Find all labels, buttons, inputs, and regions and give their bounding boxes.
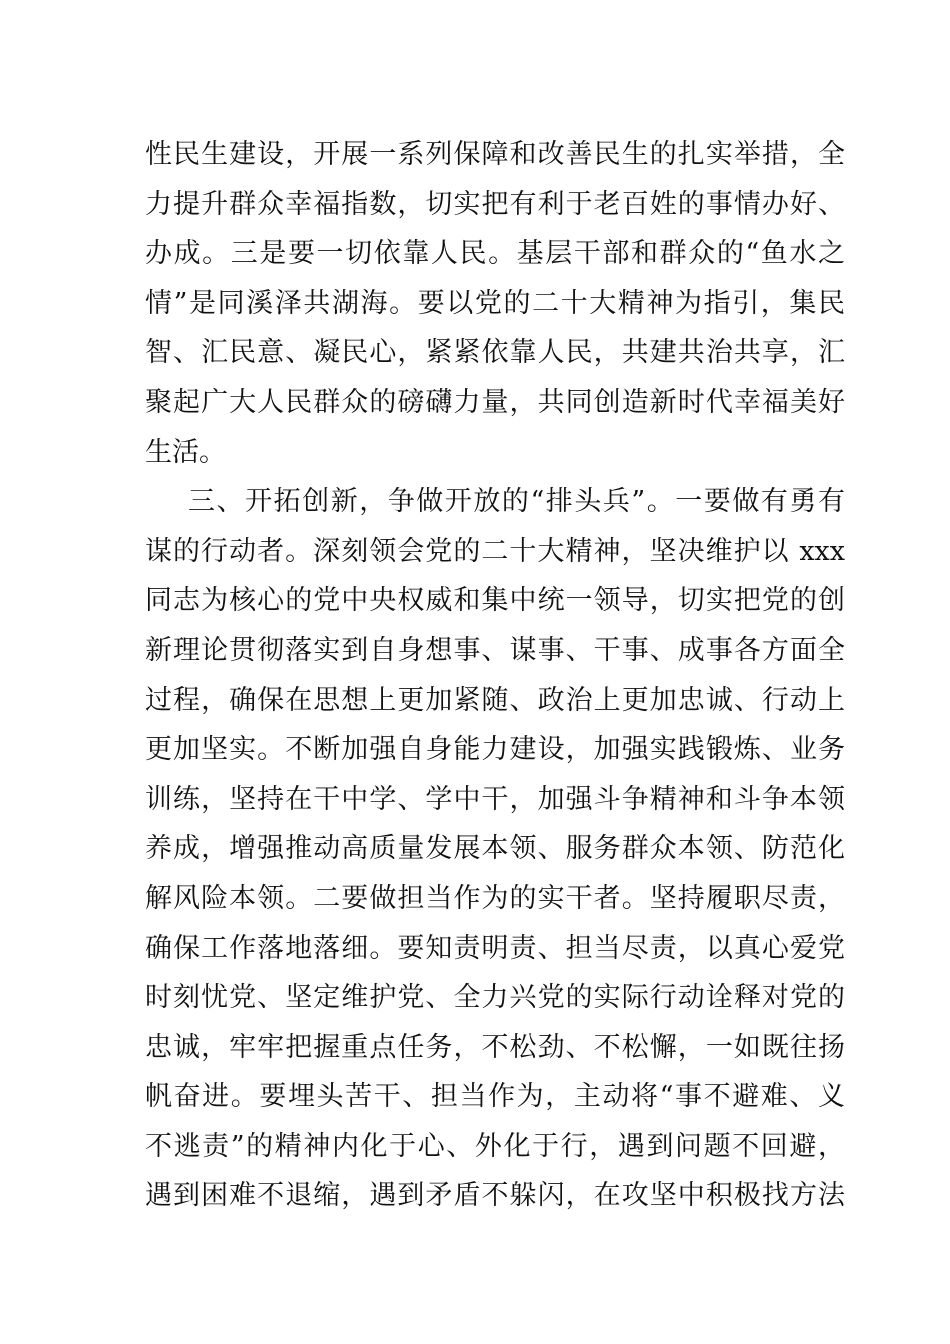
text-line: 生活。: [145, 436, 226, 468]
text-line: 新理论贯彻落实到自身想事、谋事、干事、成事各方面全: [145, 634, 845, 666]
text-line: 时刻忧党、坚定维护党、全力兴党的实际行动诠释对党的: [145, 982, 845, 1014]
text-line: 三、开拓创新，争做开放的“排头兵”。一要做有勇有: [188, 486, 845, 518]
paragraph-2: [145, 477, 845, 1271]
text-line: 过程，确保在思想上更加紧随、政治上更加忠诚、行动上: [145, 684, 845, 716]
text-line: 力提升群众幸福指数，切实把有利于老百姓的事情办好、: [145, 188, 845, 220]
body-text: [145, 130, 845, 1271]
text-line: 更加坚实。不断加强自身能力建设，加强实践锻炼、业务: [145, 734, 845, 766]
text-line: 谋的行动者。深刻领会党的二十大精神，坚决维护以 xxx: [145, 535, 845, 567]
text-line: 训练，坚持在干中学、学中干，加强斗争精神和斗争本领: [145, 783, 845, 815]
text-line: 确保工作落地落细。要知责明责、担当尽责，以真心爱党: [145, 932, 845, 964]
text-line: 养成，增强推动高质量发展本领、服务群众本领、防范化: [145, 833, 845, 865]
text-line: 情”是同溪泽共湖海。要以党的二十大精神为指引，集民: [145, 287, 845, 319]
text-line: 聚起广大人民群众的磅礴力量，共同创造新时代幸福美好: [145, 386, 845, 418]
text-line: 解风险本领。二要做担当作为的实干者。坚持履职尽责，: [145, 882, 845, 914]
paragraph-1: [145, 130, 845, 477]
text-line: [145, 1221, 845, 1271]
text-line: 遇到困难不退缩，遇到矛盾不躲闪，在攻坚中积极找方法: [145, 1180, 845, 1212]
text-line: 忠诚，牢牢把握重点任务，不松劲、不松懈，一如既往扬: [145, 1031, 845, 1063]
text-line: 办成。三是要一切依靠人民。基层干部和群众的“鱼水之: [145, 238, 845, 270]
text-line: 智、汇民意、凝民心，紧紧依靠人民，共建共治共享，汇: [145, 337, 845, 369]
text-line: 不逃责”的精神内化于心、外化于行，遇到问题不回避，: [145, 1130, 845, 1162]
text-line: 帆奋进。要埋头苦干、担当作为，主动将“事不避难、义: [145, 1081, 845, 1113]
text-line: 同志为核心的党中央权威和集中统一领导，切实把党的创: [145, 585, 845, 617]
text-line: 性民生建设，开展一系列保障和改善民生的扎实举措，全: [145, 139, 845, 170]
